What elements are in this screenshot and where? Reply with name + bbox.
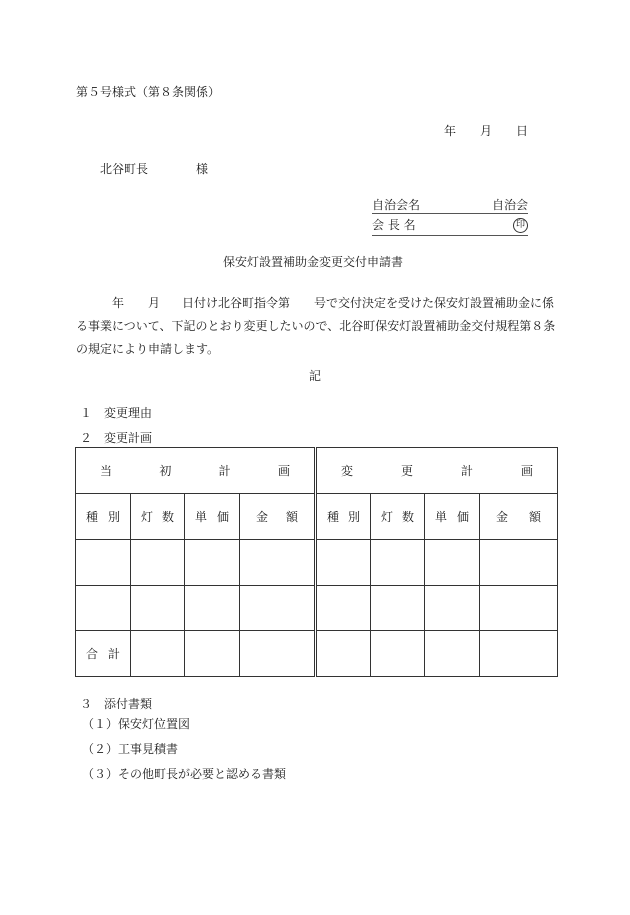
header-char: 更	[400, 464, 413, 478]
section-change-plan: ２ 変更計画	[80, 431, 153, 445]
table-cell	[480, 631, 558, 677]
col-unit-price-changed: 単 価	[425, 494, 480, 540]
document-title: 保安灯設置補助金変更交付申請書	[223, 255, 404, 269]
original-plan-header	[76, 448, 316, 494]
applicant-block	[372, 196, 528, 236]
table-cell	[371, 586, 425, 631]
changed-plan-header	[316, 448, 558, 494]
total-label: 合 計	[76, 631, 131, 677]
header-char: 初	[159, 464, 172, 478]
attachment-item: （３）その他町長が必要と認める書類	[82, 767, 287, 781]
table-cell	[425, 631, 480, 677]
col-amount-changed: 金 額	[480, 494, 558, 540]
col-amount-original: 金 額	[240, 494, 316, 540]
body-year: 年	[112, 296, 125, 310]
application-body	[76, 292, 558, 361]
attachment-item: （１）保安灯位置図	[82, 717, 191, 731]
table-cell	[76, 586, 131, 631]
table-cell	[480, 586, 558, 631]
table-cell	[131, 631, 185, 677]
col-type-original: 種 別	[76, 494, 131, 540]
date-month: 月	[480, 124, 493, 138]
header-char: 計	[460, 464, 473, 478]
col-unit-price-original: 単 価	[185, 494, 240, 540]
table-cell	[371, 631, 425, 677]
header-char: 計	[218, 464, 231, 478]
col-type-changed: 種 別	[316, 494, 371, 540]
col-count-original: 灯 数	[131, 494, 185, 540]
table-total-row	[76, 631, 558, 677]
body-line-2: る事業について、下記のとおり変更したいので、北谷町保安灯設置補助金交付規程第８条	[76, 319, 556, 333]
col-count-changed: 灯 数	[371, 494, 425, 540]
table-cell	[76, 540, 131, 586]
table-cell	[240, 631, 316, 677]
header-char: 変	[341, 464, 354, 478]
section-attachments: ３ 添付書類	[80, 697, 153, 711]
assoc-label: 自治会名	[372, 196, 461, 214]
table-cell	[316, 540, 371, 586]
table-cell	[240, 586, 316, 631]
attachment-item: （２）工事見積書	[82, 742, 179, 756]
table-header-row	[76, 448, 558, 494]
seal-cell	[461, 214, 528, 236]
table-cell	[185, 631, 240, 677]
table-cell	[185, 540, 240, 586]
date-year: 年	[444, 124, 457, 138]
body-line-3: の規定により申請します。	[76, 342, 220, 356]
president-row	[372, 214, 528, 236]
table-cell	[425, 540, 480, 586]
section-change-reason: １ 変更理由	[80, 406, 153, 420]
seal-mark: 印	[513, 218, 528, 233]
change-plan-table	[75, 447, 558, 677]
assoc-suffix: 自治会	[461, 196, 528, 214]
header-char: 画	[520, 464, 533, 478]
table-cell	[131, 586, 185, 631]
table-cell	[185, 586, 240, 631]
table-row	[76, 540, 558, 586]
date-day: 日	[516, 124, 529, 138]
table-cell	[316, 586, 371, 631]
table-cell	[480, 540, 558, 586]
table-cell	[425, 586, 480, 631]
addressee-title: 北谷町長	[100, 162, 149, 176]
body-line-1	[76, 292, 558, 315]
table-cell	[240, 540, 316, 586]
header-char: 当	[100, 464, 113, 478]
table-cell	[371, 540, 425, 586]
table-cell	[131, 540, 185, 586]
president-label: 会 長 名	[372, 214, 461, 236]
ki-note-mark: 記	[309, 369, 322, 383]
table-column-row	[76, 494, 558, 540]
form-number: 第５号様式（第８条関係）	[76, 85, 221, 99]
table-cell	[316, 631, 371, 677]
addressee-honorific: 様	[196, 162, 209, 176]
body-line-1-text: 日付け北谷町指令第 号で交付決定を受けた保安灯設置補助金に係	[182, 296, 555, 310]
header-char: 画	[277, 464, 290, 478]
assoc-row	[372, 196, 528, 214]
table-row	[76, 586, 558, 631]
body-month: 月	[148, 296, 161, 310]
